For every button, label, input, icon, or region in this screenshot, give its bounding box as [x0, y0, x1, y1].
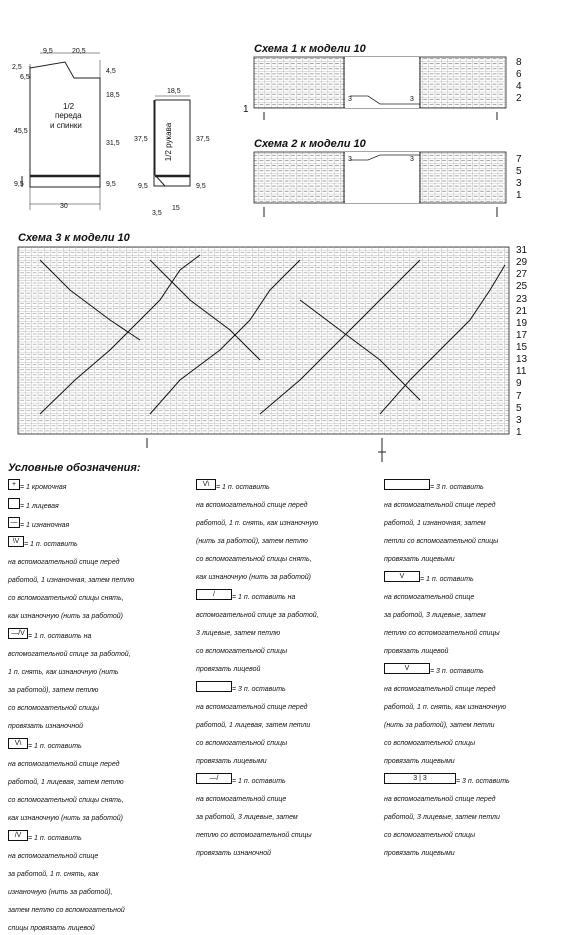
- legend-text: = 3 п. оставить на вспомогательной спице перед работой, 1 изнаночная, затем петли со вспомогательной спицы провязать лицевыми: [384, 484, 499, 563]
- dim-label: 15: [172, 205, 180, 212]
- row-number: 17: [516, 329, 528, 341]
- legend-text: = 3 п. оставить на вспомогательной спице перед работой, 3 лицевые, затем петли со вспомогательной спицы провязать лицевыми: [384, 778, 510, 857]
- dim-label: 18,5: [167, 88, 181, 95]
- legend-column-3: [384, 476, 566, 860]
- knit-stitch-icon: [8, 498, 20, 509]
- dim-label: 6,5: [20, 74, 30, 81]
- legend-text: = 1 изнаночная: [20, 522, 70, 529]
- cross-slip-knit-icon: /V: [8, 830, 28, 841]
- scheme3-grid: [18, 247, 509, 462]
- cable-width-label: 3: [410, 156, 414, 163]
- sleeve-label: 1/2 рукава: [164, 122, 174, 162]
- front-label-line: и спинки: [50, 121, 82, 130]
- row-number: 25: [516, 281, 528, 293]
- row-number: 15: [516, 342, 528, 354]
- dim-label: 9,5: [14, 181, 24, 188]
- legend-title: Условные обозначения:: [8, 462, 141, 474]
- dim-label: 9,5: [196, 183, 206, 190]
- dim-label: 20,5: [72, 48, 86, 55]
- cross-purl-slip-icon: \V: [8, 536, 24, 547]
- dim-label: 18,5: [106, 92, 120, 99]
- legend-text: = 1 п. оставить на вспомогательной спице перед работой, 1 изнаночная, затем петлю со вспомогательной спицы снять, как изнаночную (нить за работой): [8, 541, 135, 620]
- dim-label: 31,5: [106, 140, 120, 147]
- legend-text: = 1 п. оставить на вспомогательной спице за работой, 1 п. снять, как изнаночную (нить за работой), затем петлю со вспомогательной спицы провязать изнаночной: [8, 633, 131, 730]
- dim-label: 37,5: [134, 136, 148, 143]
- row-number: 7: [516, 154, 522, 165]
- row-number: 31: [516, 245, 528, 256]
- scheme1-title: Схема 1 к модели 10: [254, 43, 366, 55]
- cross-knit-slip-icon: V\: [8, 738, 28, 749]
- edge-stitch-icon: +: [8, 479, 20, 490]
- cross-slip-slip-icon: V\: [196, 479, 216, 490]
- cable-width-label: 3: [348, 96, 352, 103]
- scheme2-title: Схема 2 к модели 10: [254, 138, 366, 150]
- purl-stitch-icon: —: [8, 517, 20, 528]
- cable-3-over-3-icon: 3 | 3: [384, 773, 456, 784]
- legend-text: = 1 лицевая: [20, 503, 59, 510]
- row-number: 6: [516, 69, 522, 80]
- row-number: 5: [516, 402, 522, 414]
- row-number: 21: [516, 305, 528, 317]
- scheme3-title: Схема 3 к модели 10: [18, 232, 130, 244]
- row-number: 8: [516, 57, 522, 68]
- row-number: 9: [516, 378, 522, 390]
- legend-text: = 1 п. оставить на вспомогательной спице перед работой, 1 п. снять, как изнаночную (нить за работой), затем петлю со вспомогательной спицы снять, как изнаночную (нить за работой): [196, 484, 319, 581]
- front-label-line: 1/2: [63, 102, 75, 111]
- scheme1-grid: [254, 57, 506, 120]
- legend-text: = 3 п. оставить на вспомогательной спице перед работой, 1 лицевая, затем петли со вспомогательной спицы провязать лицевыми: [196, 686, 311, 765]
- cable-1-over-3-right-icon: /: [196, 589, 232, 600]
- row-number: 27: [516, 269, 528, 281]
- row-number: 13: [516, 354, 528, 366]
- legend-text: = 1 п. оставить на вспомогательной спице за работой, 3 лицевые, затем петлю со вспомогательной спицы провязать лицевой: [384, 576, 500, 655]
- legend-column-2: [196, 476, 376, 860]
- cable-width-label: 3: [410, 96, 414, 103]
- legend-text: = 1 кромочная: [20, 484, 67, 491]
- dim-label: 2,5: [12, 64, 22, 71]
- row-number: 5: [516, 166, 522, 177]
- row-number: 3: [516, 178, 522, 189]
- cable-purl-3-right-icon: —/: [196, 773, 232, 784]
- row-number: 1: [516, 190, 522, 201]
- row-number: 29: [516, 257, 528, 269]
- dim-label: 3,5: [152, 210, 162, 217]
- row-number: 1: [516, 427, 522, 438]
- dim-label: 4,5: [106, 68, 116, 75]
- legend-text: = 3 п. оставить на вспомогательной спице перед работой, 1 п. снять, как изнаночную (нить за работой), затем петли со вспомогательной спицы провязать лицевыми: [384, 668, 507, 765]
- row-number: 7: [516, 390, 522, 402]
- row-number: 2: [516, 93, 522, 104]
- dim-label: 9,5: [106, 181, 116, 188]
- row-number: 11: [516, 366, 527, 378]
- row-number: 3: [516, 414, 522, 426]
- row-number: 4: [516, 81, 522, 92]
- cable-3-slip-icon: V: [384, 663, 430, 674]
- row-number: 1: [243, 104, 249, 115]
- cable-width-label: 3: [348, 156, 352, 163]
- legend-column-1: [8, 476, 188, 935]
- dim-label: 9,5: [43, 48, 53, 55]
- dim-label: 37,5: [196, 136, 210, 143]
- cross-slip-purl-icon: —/V: [8, 628, 28, 639]
- scheme2-grid: [254, 152, 506, 217]
- legend-text: = 1 п. оставить на вспомогательной спице за работой, 3 лицевые, затем петлю со вспомогательной спицы провязать лицевой: [196, 594, 319, 673]
- row-number: 23: [516, 293, 528, 305]
- front-label-line: переда: [55, 111, 82, 120]
- dim-label: 9,5: [138, 183, 148, 190]
- dim-label: 45,5: [14, 128, 28, 135]
- row-number: 19: [516, 317, 528, 329]
- legend-text: = 1 п. оставить на вспомогательной спице за работой, 1 п. снять, как изнаночную (нить за работой), затем петлю со вспомогательной спицы провязать лицевой: [8, 835, 125, 932]
- cable-slip-3-icon: V: [384, 571, 420, 582]
- front-back-schematic: [22, 53, 100, 210]
- dim-label: 30: [60, 203, 68, 210]
- legend-text: = 1 п. оставить на вспомогательной спице перед работой, 1 лицевая, затем петлю со вспомогательной спицы снять, как изнаночную (нить за работой): [8, 743, 124, 822]
- cable-3-over-1-left-icon: [196, 681, 232, 692]
- cable-3-over-purl-icon: [384, 479, 430, 490]
- legend-text: = 1 п. оставить на вспомогательной спице за работой, 3 лицевые, затем петлю со вспомогательной спицы провязать изнаночной: [196, 778, 312, 857]
